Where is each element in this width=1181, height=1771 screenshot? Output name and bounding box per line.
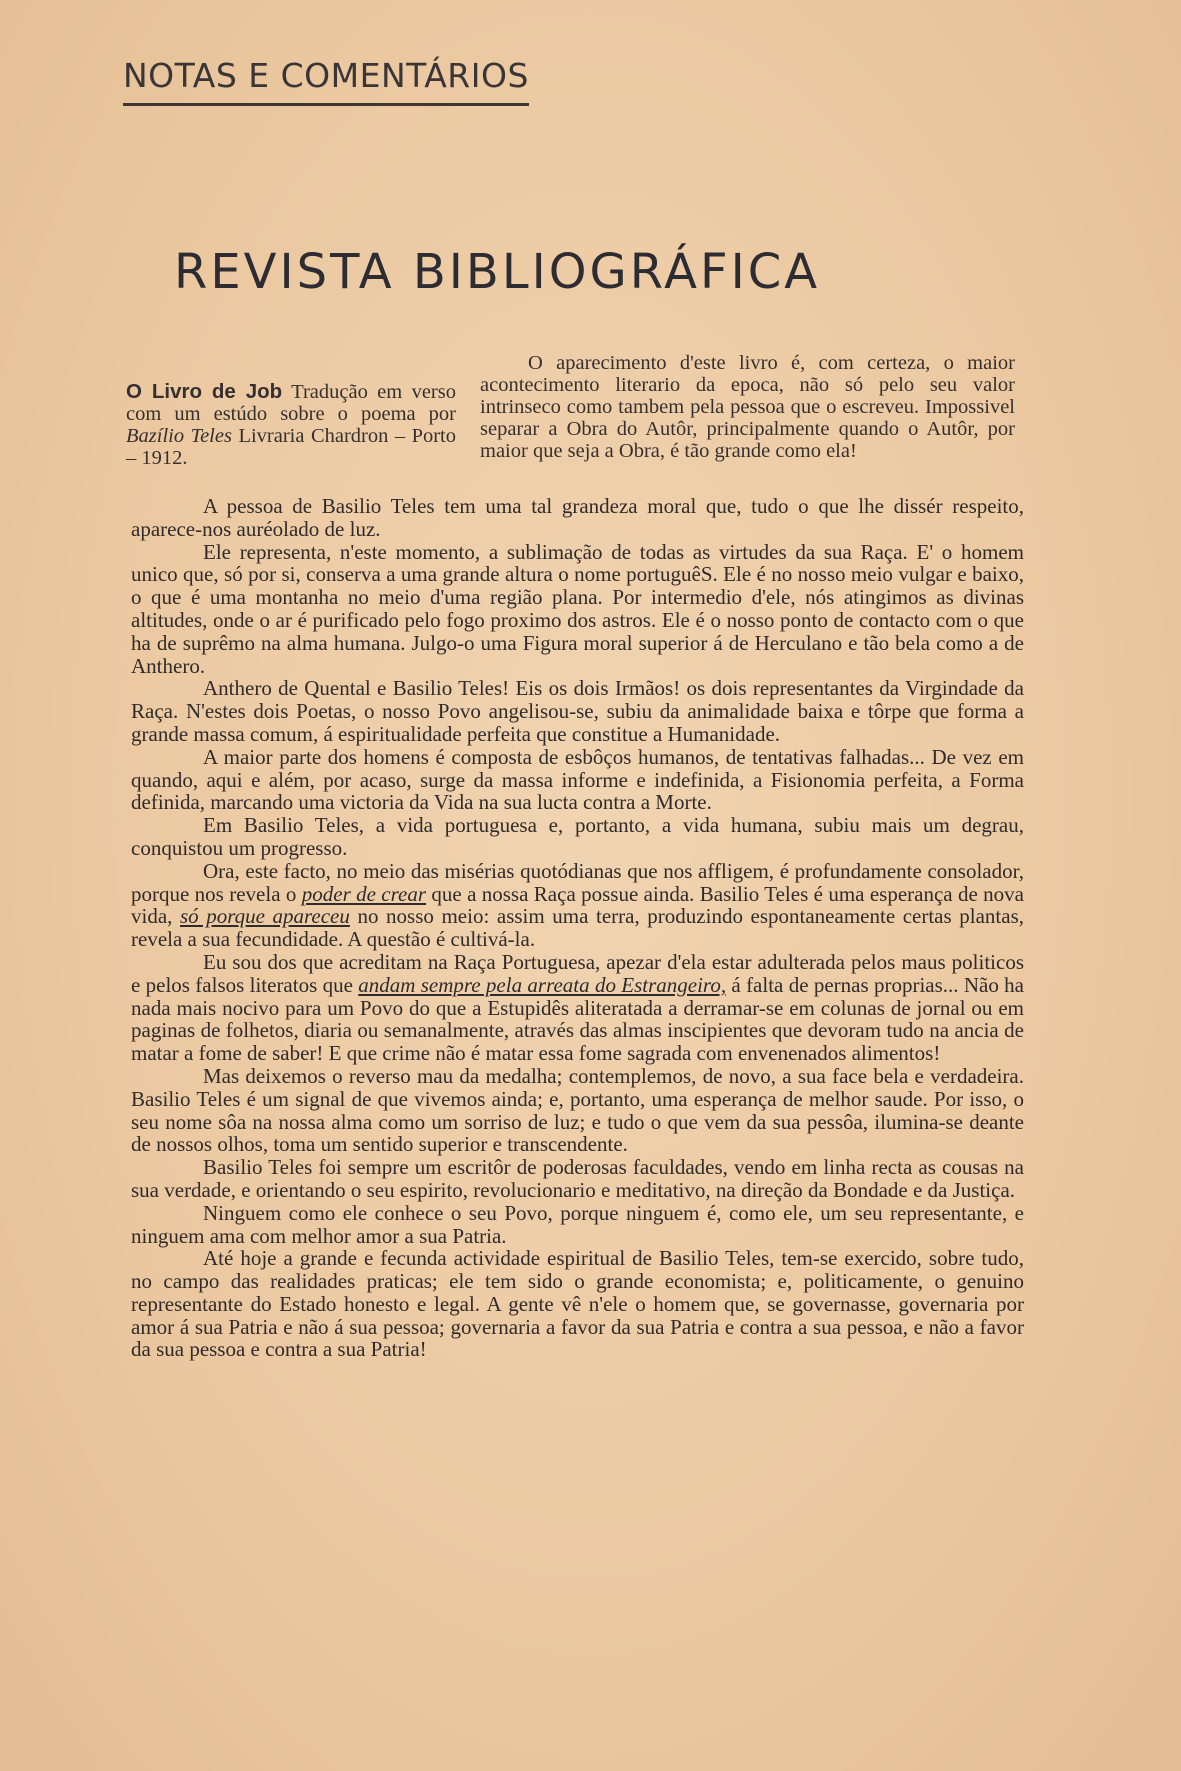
paragraph-1: A pessoa de Basilio Teles tem uma tal grandeza moral que, tudo o que lhe dissér respeito, aparece-nos auréolado de luz. <box>131 494 1024 541</box>
paragraph-2: Ele representa, n'este momento, a sublimação de todas as virtudes da sua Raça. E' o homem unico que, só por si, conserva a uma grande altura o nome portuguêS. Ele é no nosso meio vulgar e baixo, o que é uma montanha no meio d'uma região plana. Por intermedio d'ele, nós atingimos as divinas altitudes, onde o ar é purificado pelo fogo proximo dos astros. Ele é o nosso ponto de contacto com o que ha de suprêmo na alma humana. Julgo-o uma Figura moral superior á de Herculano e tão bela como a de Anthero. <box>131 539 1024 678</box>
book-description: Tradução em verso com um estúdo sobre o poema por <box>126 381 456 425</box>
book-entry <box>126 381 456 469</box>
paragraph-6-text-b: que a nossa Raça possue ainda. Basilio Teles é uma esperança de nova vida, <box>131 881 1024 929</box>
paragraph-4: A maior parte dos homens é composta de esbôços humanos, de tentativas falhadas... De vez em quando, aqui e além, por acaso, surge da massa informe e indefinida, a Fisionomia perfeita, a Forma definida, marcando uma victoria da Vida na sua lucta contra a Morte. <box>131 744 1024 815</box>
paragraph-6-text-a: Ora, este facto, no meio das misérias quotódianas que nos affligem, é profundamente consolador, porque nos revela o <box>131 858 1024 906</box>
paragraph-9: Basilio Teles foi sempre um escritôr de poderosas faculdades, vendo em linha recta as cousas na sua verdade, e orientando o seu espirito, revolucionario e meditativo, na direção da Bondade e da Justiça. <box>131 1155 1024 1202</box>
article-body <box>131 495 1024 1361</box>
book-author: Bazílio Teles <box>126 425 232 447</box>
paragraph-7 <box>131 951 1024 1065</box>
book-title: O Livro de Job <box>126 380 283 403</box>
paragraph-11: Até hoje a grande e fecunda actividade espiritual de Basilio Teles, tem-se exercido, sobre tudo, no campo das realidades praticas; ele tem sido o grande economista; e, politicamente, o genuino representante do Estado honesto e legal. A gente vê n'ele o homem que, se governasse, governaria por amor á sua Patria e não á sua pessoa; governaria a favor da sua Patria e contra a sua pessoa, e não a favor da sua pessoa e contra a sua Patria! <box>131 1246 1024 1362</box>
paragraph-7-text-b: á falta de pernas proprias... Não ha nada mais nocivo para um Povo do que a Estupidês aliteratada a derramar-se em colunas de jornal ou em paginas de folhetos, diaria ou semanalmente, através das almas inscipientes que devoram tudo na ancia de matar a fome de saber! E que crime não é matar essa fome sagrada com envenenados alimentos! <box>131 972 1024 1066</box>
paragraph-6-text-c: no nosso meio: assim uma terra, produzindo espontaneamente certas plantas, revela a sua fecundidade. A questão é cultivá-la. <box>131 904 1024 952</box>
paragraph-5: Em Basilio Teles, a vida portuguesa e, portanto, a vida humana, subiu mais um degrau, conquistou um progresso. <box>131 813 1024 860</box>
emphasis-arreata-estrangeiro: andam sempre pela arreata do Estrangeiro, <box>358 972 727 997</box>
paragraph-6 <box>131 860 1024 951</box>
paragraph-10: Ninguem como ele conhece o seu Povo, porque ninguem é, como ele, um seu representante, e ninguem ama com melhor amor a sua Patria. <box>131 1200 1024 1248</box>
book-publisher: Livraria Chardron – Porto – 1912. <box>126 425 456 469</box>
paragraph-7-text-a: Eu sou dos que acreditam na Raça Portuguesa, apezar d'ela estar adulterada pelos maus politicos e pelos falsos literatos que <box>131 949 1024 997</box>
intro-paragraph: O aparecimento d'este livro é, com certeza, o maior acontecimento literario da epoca, não só pelo seu valor intrinseco como tambem pela pessoa que o escreveu. Impossivel separar a Obra do Autôr, principalmente quando o Autôr, por maior que seja a Obra, é tão grande como ela! <box>480 352 1015 462</box>
paragraph-3: Anthero de Quental e Basilio Teles! Eis os dois Irmãos! os dois representantes da Virgindade da Raça. N'estes dois Poetas, o nosso Povo angelisou-se, subiu da animalidade baixa e tôrpe que forma a grande massa comum, á espiritualidade perfeita que constitue a Humanidade. <box>131 676 1024 746</box>
emphasis-poder-de-crear: poder de crear <box>301 881 427 906</box>
page-title: REVISTA BIBLIOGRÁFICA <box>174 244 821 300</box>
intro-column <box>480 352 1015 462</box>
emphasis-so-porque-apareceu: só porque apareceu <box>179 904 350 929</box>
paragraph-8: Mas deixemos o reverso mau da medalha; contemplemos, de novo, a sua face bela e verdadeira. Basilio Teles é um signal de que vivemos ainda; e, portanto, uma esperança de melhor saude. Por isso, o seu nome sôa na nossa alma como um sorriso de luz; e tudo o que vem da sua pessôa, ilumina-se deante de nossos olhos, toma um sentido superior e transcendente. <box>131 1063 1024 1157</box>
section-header: NOTAS E COMENTÁRIOS <box>123 56 529 106</box>
